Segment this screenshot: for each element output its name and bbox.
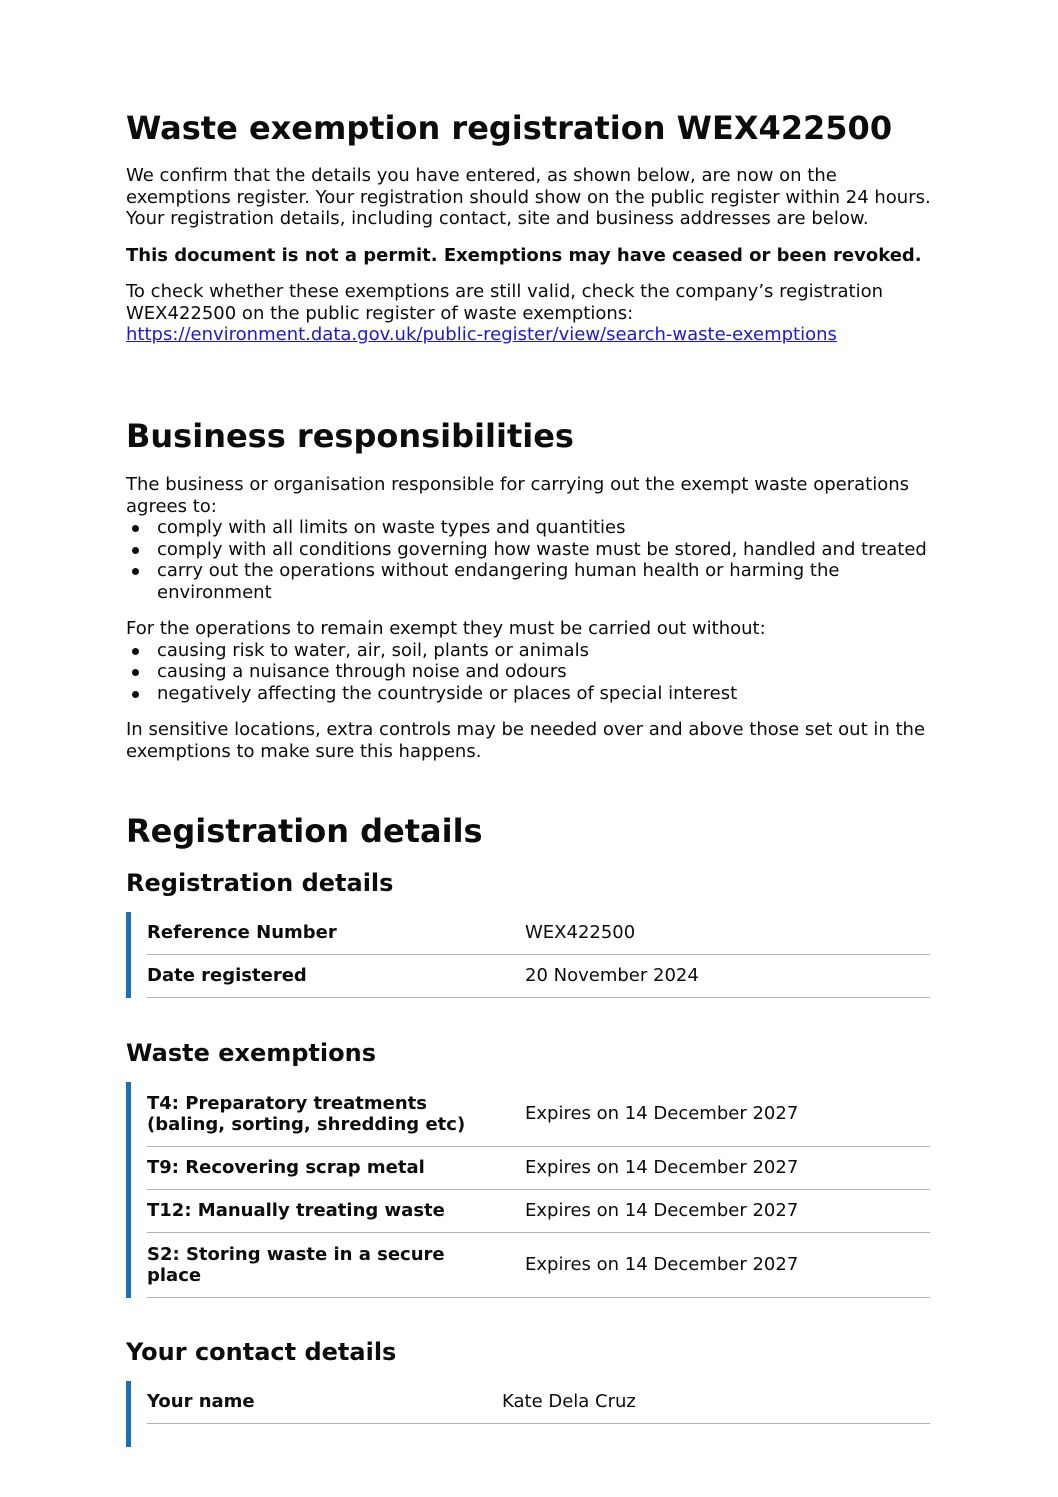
summary-key: Date registered (147, 965, 307, 987)
public-register-link[interactable]: https://environment.data.gov.uk/public-register/view/search-waste-exemptions (126, 324, 837, 345)
list-item: causing risk to water, air, soil, plants or animals (157, 640, 932, 662)
summary-value: 20 November 2024 (525, 965, 699, 987)
summary-value: Kate Dela Cruz (502, 1391, 636, 1413)
list-item: carry out the operations without endangering human health or harming the environment (157, 560, 932, 603)
obligations-list (126, 517, 932, 603)
check-validity-paragraph (126, 281, 932, 346)
exempt-conditions-lead: For the operations to remain exempt they must be carried out without: (126, 618, 766, 639)
intro-section (126, 165, 932, 346)
list-item: comply with all limits on waste types and quantities (157, 517, 932, 539)
summary-row (147, 1147, 930, 1190)
summary-key: T12: Manually treating waste (147, 1200, 445, 1222)
summary-row (147, 1233, 930, 1298)
check-validity-text: To check whether these exemptions are still valid, check the company’s registration WEX422500 on the public register of waste exemptions: (126, 281, 884, 324)
summary-value: Expires on 14 December 2027 (525, 1200, 799, 1222)
summary-row (147, 1082, 930, 1147)
summary-value: Expires on 14 December 2027 (525, 1103, 799, 1125)
business-heading: Business responsibilities (126, 417, 574, 455)
exemptions-summary-list (126, 1082, 930, 1298)
not-a-permit-warning: This document is not a permit. Exemptions may have ceased or been revoked. (126, 244, 922, 266)
intro-paragraph: We confirm that the details you have entered, as shown below, are now on the exemptions register. Your registration should show on the public register within 24 hours. Your registration details, including contact, site and business addresses are below. (126, 165, 931, 229)
page-title: Waste exemption registration WEX422500 (126, 109, 893, 147)
summary-row (147, 912, 930, 955)
summary-value: Expires on 14 December 2027 (525, 1157, 799, 1179)
registration-subheading: Registration details (126, 869, 394, 897)
business-section (126, 474, 932, 762)
registration-heading: Registration details (126, 812, 483, 850)
sensitive-locations-note: In sensitive locations, extra controls may be needed over and above those set out in the exemptions to make sure this happens. (126, 719, 926, 762)
list-item: negatively affecting the countryside or places of special interest (157, 683, 932, 705)
list-item: causing a nuisance through noise and odours (157, 661, 932, 683)
list-item: comply with all conditions governing how waste must be stored, handled and treated (157, 539, 932, 561)
summary-key: Reference Number (147, 922, 337, 944)
summary-key: T4: Preparatory treatments (baling, sorting, shredding etc) (147, 1092, 466, 1135)
summary-row (147, 955, 930, 998)
summary-key: S2: Storing waste in a secure place (147, 1243, 445, 1286)
contact-details-heading: Your contact details (126, 1338, 397, 1366)
business-lead: The business or organisation responsible for carrying out the exempt waste operations agrees to: (126, 474, 909, 517)
summary-row (147, 1381, 930, 1424)
contact-summary-list (126, 1381, 930, 1447)
summary-key: T9: Recovering scrap metal (147, 1157, 425, 1179)
registration-summary-list (126, 912, 930, 998)
summary-value: WEX422500 (525, 922, 636, 944)
summary-value: Expires on 14 December 2027 (525, 1254, 799, 1276)
waste-exemptions-heading: Waste exemptions (126, 1039, 376, 1067)
summary-key: Your name (147, 1391, 255, 1413)
summary-row (147, 1190, 930, 1233)
conditions-list (126, 640, 932, 705)
